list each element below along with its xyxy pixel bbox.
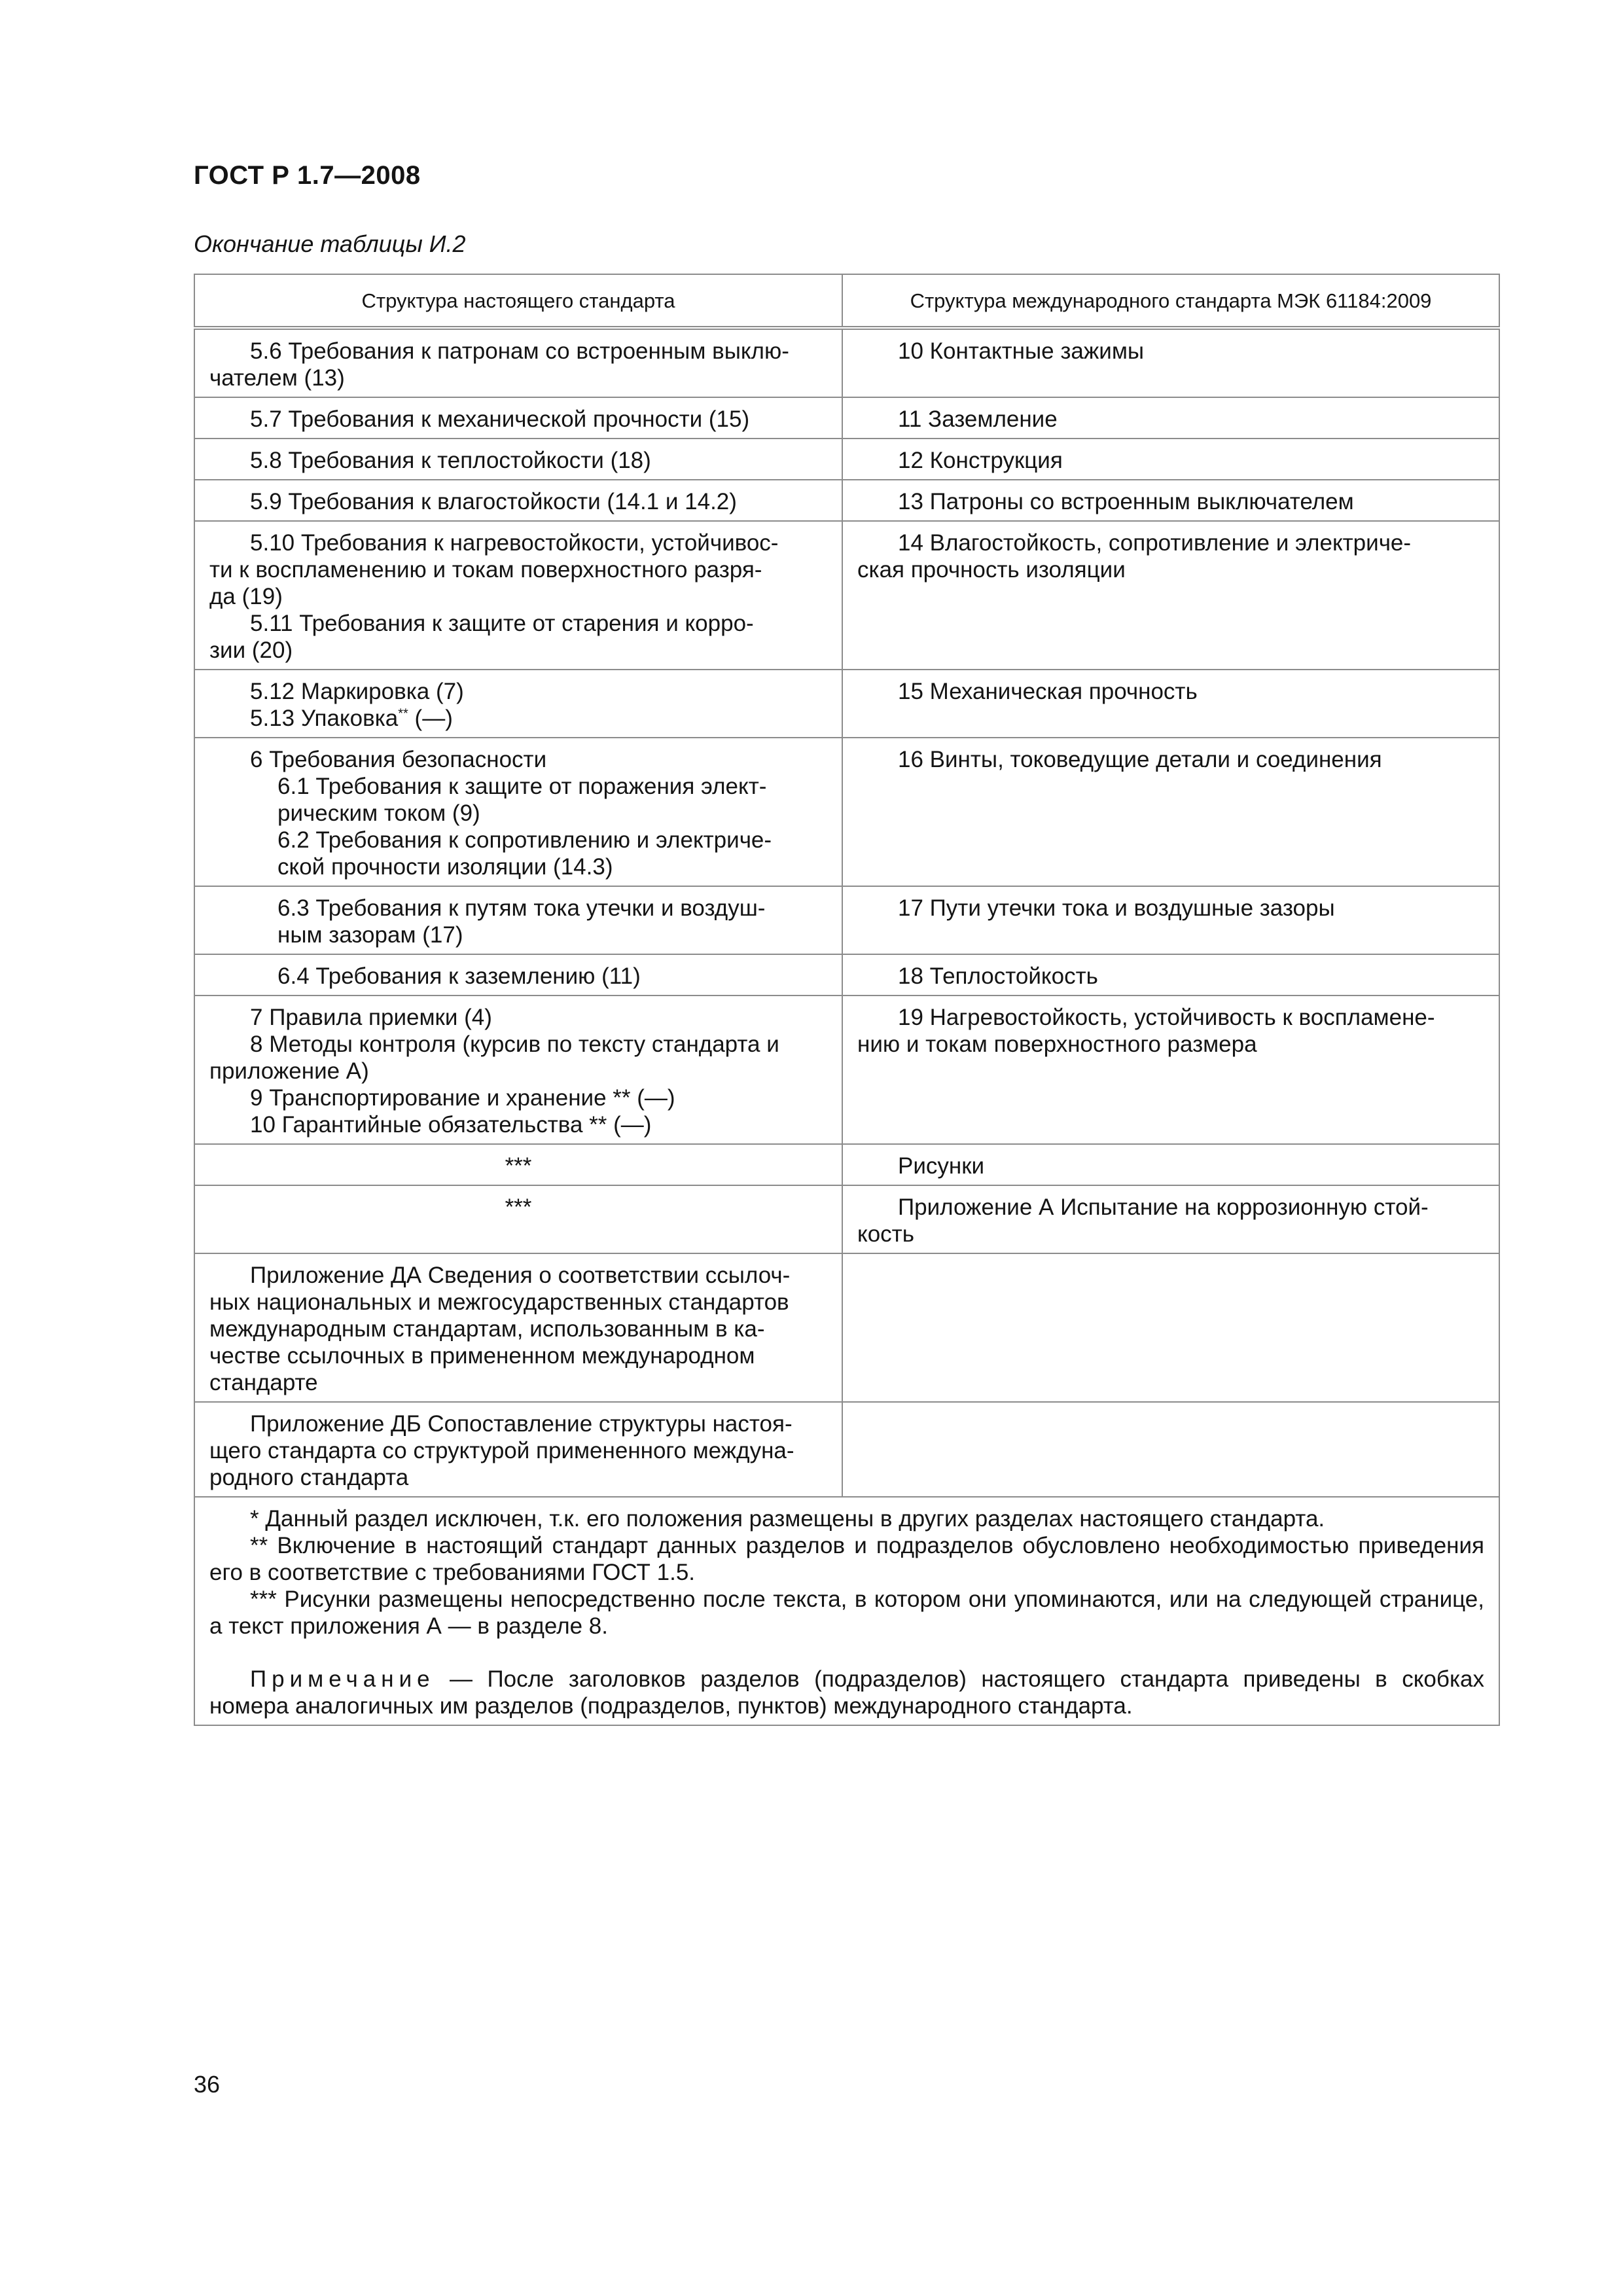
cell-line: 11 Заземление: [898, 406, 1058, 432]
table-row: [194, 996, 1499, 1144]
cell-line: 5.8 Требования к теплостойкости (18): [250, 448, 651, 473]
cell-line: рическим током (9): [277, 800, 480, 826]
cell-line: ***: [505, 1194, 532, 1220]
cell-line: Приложение ДБ Сопоставление структуры настоя-: [250, 1411, 793, 1437]
cell-line: 5.9 Требования к влагостойкости (14.1 и 14.2): [250, 489, 737, 514]
cell-line: Приложение ДА Сведения о соответствии ссылоч-: [250, 1263, 791, 1288]
table-caption: Окончание таблицы И.2: [194, 230, 466, 257]
right-cell: [842, 1402, 1499, 1497]
left-cell: [194, 1185, 842, 1253]
cell-line: Рисунки: [898, 1153, 985, 1179]
cell-line: 5.11 Требования к защите от старения и корро-: [250, 611, 754, 636]
cell-line: 10 Контактные зажимы: [898, 338, 1145, 364]
left-cell: [194, 1144, 842, 1185]
cell-line: 15 Механическая прочность: [898, 679, 1198, 704]
cell-line: 19 Нагревостойкость, устойчивость к воспламене-: [898, 1005, 1435, 1030]
note-label: Примечание: [250, 1666, 435, 1692]
cell-line: 5.7 Требования к механической прочности (15): [250, 406, 750, 432]
cell-line: 14 Влагостойкость, сопротивление и электриче-: [898, 530, 1412, 556]
right-cell: [842, 480, 1499, 521]
table-row: [194, 1402, 1499, 1497]
table-row: [194, 738, 1499, 886]
left-cell: [194, 328, 842, 397]
cell-line: 6.1 Требования к защите от поражения элект-: [277, 774, 767, 799]
right-cell: [842, 521, 1499, 670]
right-cell: [842, 996, 1499, 1144]
cell-line: 17 Пути утечки тока и воздушные зазоры: [898, 895, 1335, 921]
cell-text: 5.13 Упаковка: [250, 706, 399, 731]
header-cell-national: Структура настоящего стандарта: [194, 274, 842, 328]
left-cell: [194, 480, 842, 521]
right-cell: [842, 439, 1499, 480]
footnote-1: * Данный раздел исключен, т.к. его положения размещены в других разделах настоящего стандарта.: [250, 1506, 1325, 1532]
left-cell: [194, 670, 842, 738]
cell-line: 5.10 Требования к нагревостойкости, устойчивос-: [250, 530, 779, 556]
cell-line: приложение А): [209, 1058, 369, 1084]
left-cell: [194, 954, 842, 996]
footnote-mark: **: [398, 706, 408, 721]
cell-line: нию и токам поверхностного размера: [857, 1031, 1257, 1057]
right-cell: [842, 1253, 1499, 1402]
table-row: [194, 439, 1499, 480]
right-cell: [842, 328, 1499, 397]
header-cell-international: Структура международного стандарта МЭК 61184:2009: [842, 274, 1499, 328]
table-row: [194, 670, 1499, 738]
left-cell: [194, 1402, 842, 1497]
footnotes-cell: [194, 1497, 1499, 1725]
table-row: [194, 1144, 1499, 1185]
cell-line: 12 Конструкция: [898, 448, 1063, 473]
footnote-3: *** Рисунки размещены непосредственно после текста, в котором они упоминаются, или на следующей странице, а текст приложения А — в разделе 8.: [209, 1587, 1484, 1639]
left-cell: [194, 397, 842, 439]
cell-line: 6.2 Требования к сопротивлению и электриче-: [277, 827, 772, 853]
cell-line: честве ссылочных в примененном международном: [209, 1343, 755, 1369]
cell-line: [209, 705, 827, 732]
left-cell: [194, 886, 842, 954]
cell-line: ным зазорам (17): [277, 922, 463, 948]
footnotes-row: [194, 1497, 1499, 1725]
cell-line: ская прочность изоляции: [857, 557, 1126, 583]
cell-line: 7 Правила приемки (4): [250, 1005, 492, 1030]
cell-line: 16 Винты, токоведущие детали и соединения: [898, 747, 1382, 772]
structure-comparison-table: [194, 274, 1500, 1726]
table-row: [194, 397, 1499, 439]
left-cell: [194, 1253, 842, 1402]
right-cell: [842, 1144, 1499, 1185]
cell-line: 10 Гарантийные обязательства ** (—): [250, 1112, 652, 1138]
cell-line: стандарте: [209, 1370, 318, 1395]
table-row: [194, 1253, 1499, 1402]
document-id: ГОСТ Р 1.7—2008: [194, 161, 421, 190]
left-cell: [194, 521, 842, 670]
right-cell: [842, 1185, 1499, 1253]
left-cell: [194, 439, 842, 480]
right-cell: [842, 670, 1499, 738]
cell-line: кость: [857, 1221, 914, 1247]
cell-line: 13 Патроны со встроенным выключателем: [898, 489, 1354, 514]
right-cell: [842, 738, 1499, 886]
right-cell: [842, 886, 1499, 954]
cell-line: ской прочности изоляции (14.3): [277, 854, 613, 880]
cell-line: 18 Теплостойкость: [898, 963, 1098, 989]
cell-line: ***: [505, 1153, 532, 1179]
cell-line: 5.6 Требования к патронам со встроенным выклю-: [250, 338, 789, 364]
table-row: [194, 954, 1499, 996]
note-text: — После заголовков разделов (подразделов) настоящего стандарта приведены в скобках номера аналогичных им разделов (подразделов, пунктов) международного стандарта.: [209, 1666, 1484, 1719]
table-row: [194, 1185, 1499, 1253]
right-cell: [842, 397, 1499, 439]
cell-line: щего стандарта со структурой примененного междуна-: [209, 1438, 794, 1463]
table-header-row: [194, 274, 1499, 328]
table-row: [194, 328, 1499, 397]
cell-line: 6.3 Требования к путям тока утечки и воздуш-: [277, 895, 766, 921]
cell-line: да (19): [209, 584, 283, 609]
table-row: [194, 521, 1499, 670]
cell-text: (—): [408, 706, 453, 731]
cell-line: международным стандартам, использованным в ка-: [209, 1316, 765, 1342]
cell-line: Приложение А Испытание на коррозионную стой-: [898, 1194, 1429, 1220]
table-row: [194, 480, 1499, 521]
left-cell: [194, 996, 842, 1144]
table-note: [209, 1666, 1484, 1719]
cell-line: чателем (13): [209, 365, 345, 391]
table-row: [194, 886, 1499, 954]
cell-line: 9 Транспортирование и хранение ** (—): [250, 1085, 675, 1111]
cell-line: родного стандарта: [209, 1465, 409, 1490]
page-number: 36: [194, 2071, 221, 2098]
cell-line: 6 Требования безопасности: [250, 747, 547, 772]
left-cell: [194, 738, 842, 886]
footnote-2: ** Включение в настоящий стандарт данных разделов и подразделов обусловлено необходимостью приведения его в соответствие с требованиями ГОСТ 1.5.: [209, 1533, 1484, 1585]
cell-line: 5.12 Маркировка (7): [250, 679, 464, 704]
cell-line: зии (20): [209, 637, 293, 663]
cell-line: ных национальных и межгосударственных стандартов: [209, 1289, 789, 1315]
right-cell: [842, 954, 1499, 996]
cell-line: 8 Методы контроля (курсив по тексту стандарта и: [250, 1031, 779, 1057]
cell-line: ти к воспламенению и токам поверхностного разря-: [209, 557, 762, 583]
cell-line: 6.4 Требования к заземлению (11): [277, 963, 641, 989]
